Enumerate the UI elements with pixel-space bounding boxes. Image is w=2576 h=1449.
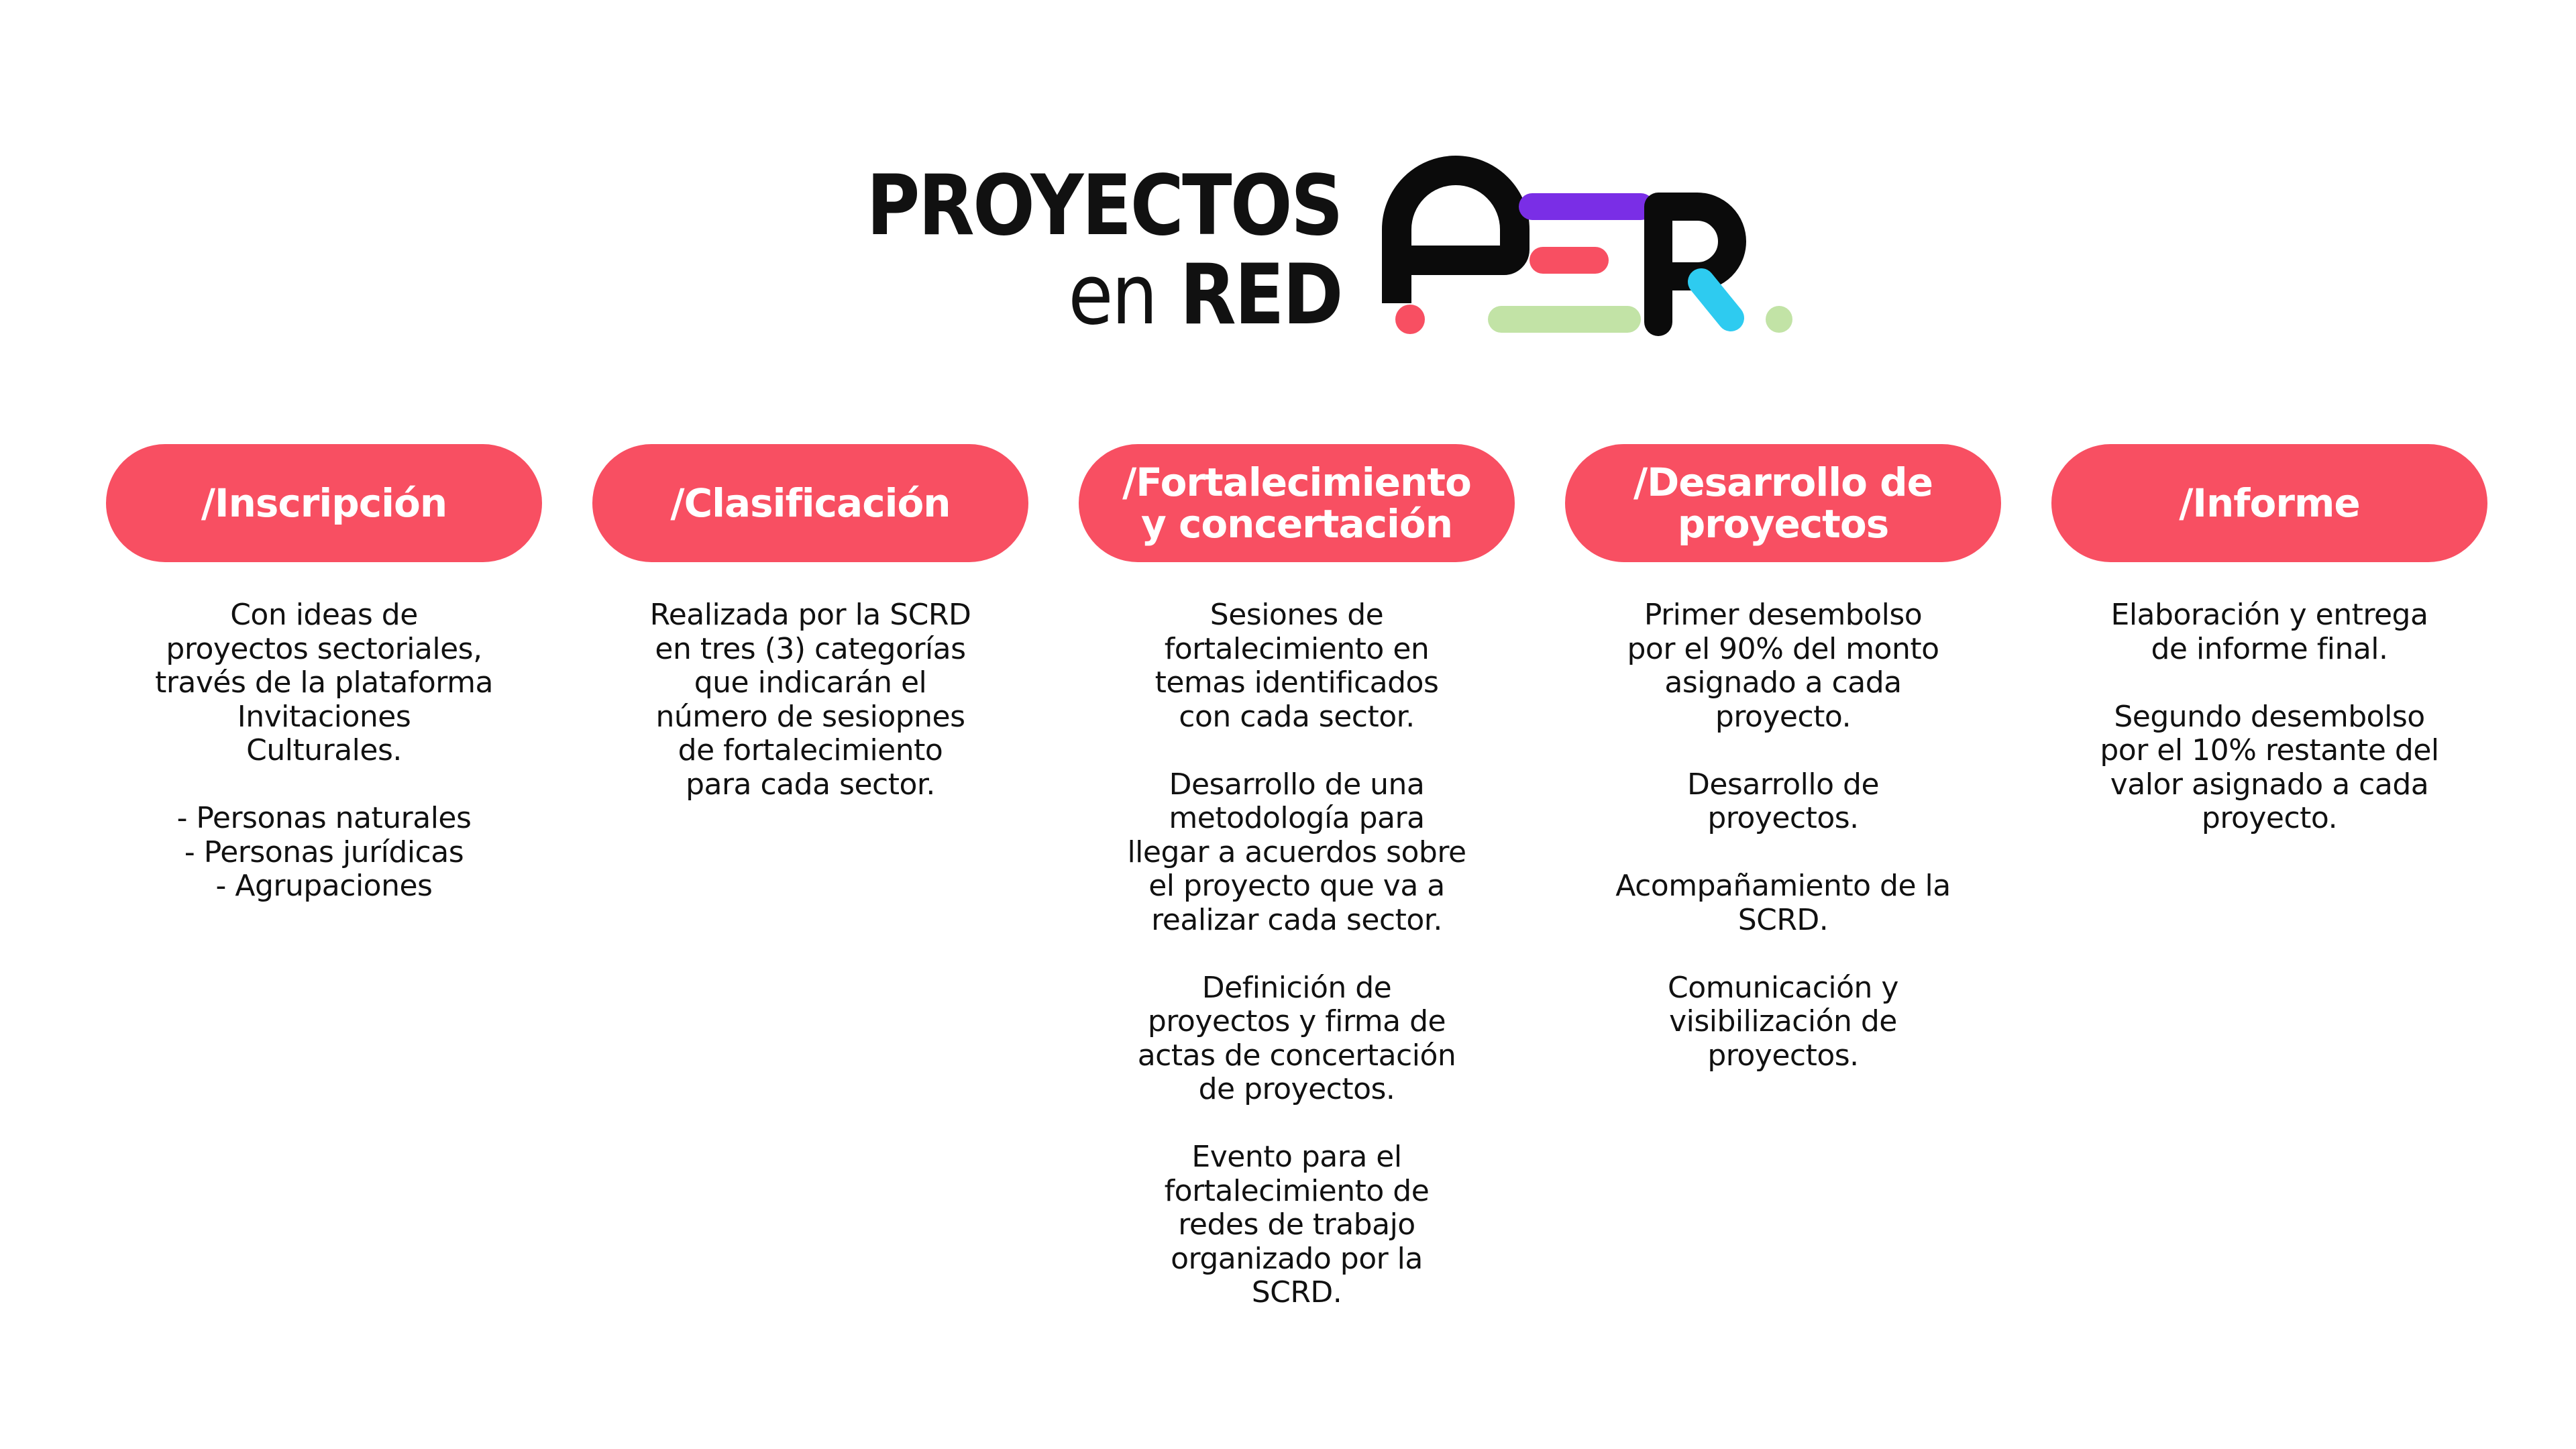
step-title-pill: /Inscripción bbox=[106, 444, 542, 562]
step-title-pill: /Clasificación bbox=[592, 444, 1028, 562]
step-description: Realizada por la SCRD en tres (3) categorías que indicarán el número de sesiopnes de fortalecimiento para cada sector. bbox=[649, 598, 971, 802]
title-word-red: RED bbox=[1179, 247, 1342, 343]
step-title-pill: /Fortalecimiento y concertación bbox=[1079, 444, 1515, 562]
title-line-proyectos: PROYECTOS bbox=[866, 158, 1342, 254]
step-inscripcion bbox=[106, 444, 542, 904]
logo-dot-green bbox=[1766, 306, 1792, 333]
step-description: Sesiones de fortalecimiento en temas identificados con cada sector. Desarrollo de una metodología para llegar a acuerdos sobre el proyecto que va a realizar cada sector. Definición de proyectos y firma de actas de concertación de proyectos. Evento para el fortalecimiento de redes de trabajo organizado por la SCRD. bbox=[1127, 598, 1466, 1309]
step-desarrollo bbox=[1565, 444, 2001, 1073]
title-word-en: en bbox=[1068, 247, 1157, 343]
step-description: Con ideas de proyectos sectoriales, través de la plataforma Invitaciones Culturales. - Personas naturales - Personas jurídicas - Agrupaciones bbox=[155, 598, 493, 903]
step-title-pill: /Desarrollo de proyectos bbox=[1565, 444, 2001, 562]
page-title bbox=[785, 158, 1342, 343]
step-fortalecimiento bbox=[1079, 444, 1515, 1310]
title-line-en-red bbox=[852, 247, 1342, 343]
logo-dot-red bbox=[1395, 305, 1425, 334]
step-description: Elaboración y entrega de informe final. Segundo desembolso por el 10% restante del valor asignado a cada proyecto. bbox=[2100, 598, 2439, 835]
step-informe bbox=[2051, 444, 2487, 836]
logo-r-leg-cyan bbox=[1701, 282, 1731, 318]
step-description: Primer desembolso por el 90% del monto asignado a cada proyecto. Desarrollo de proyectos. Acompañamiento de la SCRD. Comunicación y visibilización de proyectos. bbox=[1615, 598, 1951, 1073]
per-logo bbox=[1382, 154, 1811, 349]
logo-letter-p bbox=[1397, 170, 1515, 303]
step-title-pill: /Informe bbox=[2051, 444, 2487, 562]
step-clasificacion bbox=[592, 444, 1028, 802]
